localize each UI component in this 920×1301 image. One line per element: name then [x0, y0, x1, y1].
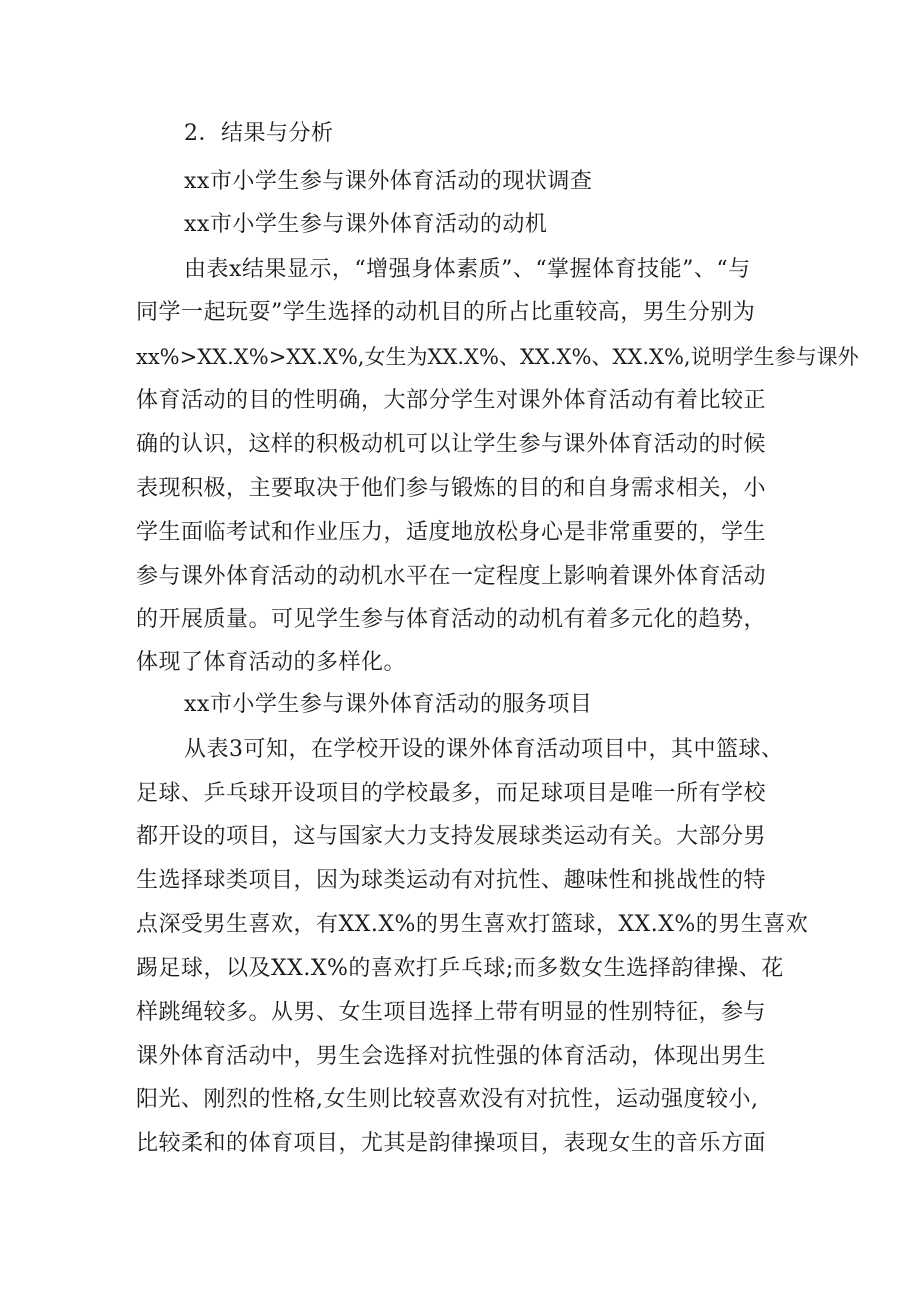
- paragraph-1-line: 体育活动的目的性明确，大部分学生对课外体育活动有着比较正: [136, 388, 767, 413]
- paragraph-2-line: 踢足球，以及XX.X%的喜欢打乒乓球;而多数女生选择韵律操、花: [136, 956, 784, 981]
- section-heading: 2．结果与分析: [184, 121, 334, 146]
- paragraph-1-line: xx%>XX.X%>XX.X%,女生为XX.X%、XX.X%、XX.X%,说明学生参与课外: [136, 345, 859, 369]
- paragraph-1-line: 确的认识，这样的积极动机可以让学生参与课外体育活动的时候: [136, 432, 767, 457]
- paragraph-1-line: 体现了体育活动的多样化。: [136, 650, 407, 675]
- paragraph-2-line: 阳光、刚烈的性格,女生则比较喜欢没有对抗性，运动强度较小,: [136, 1087, 759, 1112]
- paragraph-1-line: 的开展质量。可见学生参与体育活动的动机有着多元化的趋势，: [136, 607, 767, 632]
- paragraph-1-line: 由表x结果显示，“增强身体素质”、“掌握体育技能”、“与: [184, 257, 751, 282]
- paragraph-2-line: 都开设的项目，这与国家大力支持发展球类运动有关。大部分男: [136, 824, 767, 849]
- subheading-current-status: xx市小学生参与课外体育活动的现状调查: [184, 169, 593, 194]
- paragraph-1-line: 同学一起玩耍”学生选择的动机目的所占比重较高，男生分别为: [136, 300, 756, 325]
- paragraph-2-line: 从表3可知，在学校开设的课外体育活动项目中，其中篮球、: [184, 737, 784, 762]
- paragraph-1-line: 表现积极，主要取决于他们参与锻炼的目的和自身需求相关，小: [136, 476, 767, 501]
- subheading-motivation: xx市小学生参与课外体育活动的动机: [184, 212, 548, 237]
- paragraph-2-line: 样跳绳较多。从男、女生项目选择上带有明显的性别特征，参与: [136, 1000, 767, 1025]
- paragraph-2-line: 足球、乒乓球开设项目的学校最多，而足球项目是唯一所有学校: [136, 781, 767, 806]
- paragraph-2-line: 点深受男生喜欢，有XX.X%的男生喜欢打篮球，XX.X%的男生喜欢: [136, 912, 809, 937]
- subheading-service-items: xx市小学生参与课外体育活动的服务项目: [184, 692, 593, 717]
- paragraph-2-line: 课外体育活动中，男生会选择对抗性强的体育活动，体现出男生: [136, 1044, 767, 1069]
- paragraph-2-line: 生选择球类项目，因为球类运动有对抗性、趣味性和挑战性的特: [136, 868, 767, 893]
- paragraph-1-line: 学生面临考试和作业压力，适度地放松身心是非常重要的，学生: [136, 520, 767, 545]
- paragraph-2-line: 比较柔和的体育项目，尤其是韵律操项目，表现女生的音乐方面: [136, 1131, 767, 1156]
- paragraph-1-line: 参与课外体育活动的动机水平在一定程度上影响着课外体育活动: [136, 564, 767, 589]
